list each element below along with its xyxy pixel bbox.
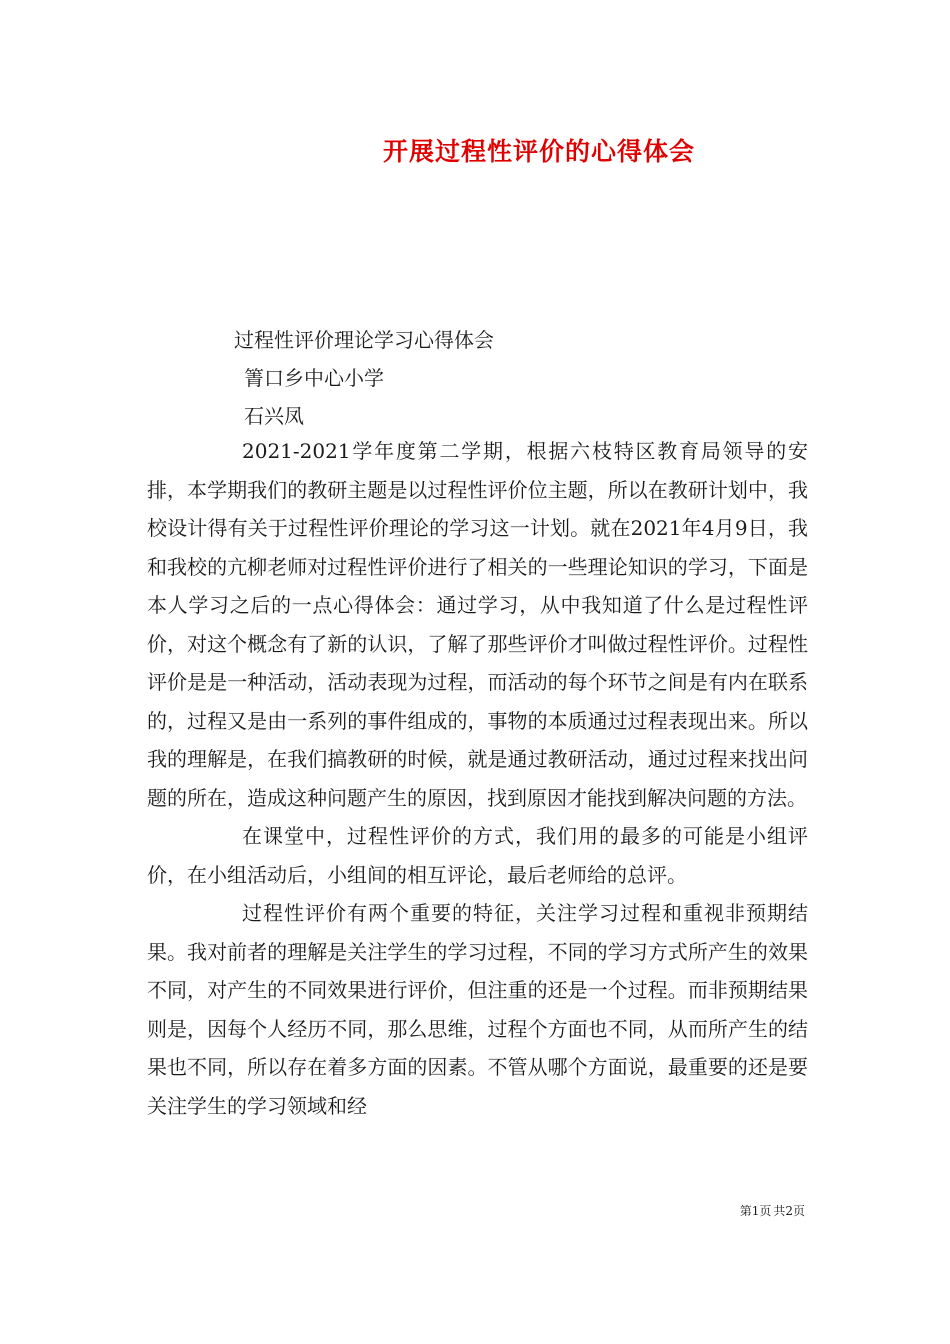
body-paragraph-1: 2021-2021学年度第二学期，根据六枝特区教育局领导的安排，本学期我们的教研主题是以过程性评价位主题，所以在教研计划中，我校设计得有关于过程性评价理论的学习这一计划。就在2021年4月9日，我和我校的亢柳老师对过程性评价进行了相关的一些理论知识的学习，下面是本人学习之后的一点心得体会：通过学习，从中我知道了什么是过程性评价，对这个概念有了新的认识，了解了那些评价才叫做过程性评价。过程性评价是是一种活动，活动表现为过程，而活动的每个环节之间是有内在联系的，过程又是由一系列的事件组成的，事物的本质通过过程表现出来。所以我的理解是，在我们搞教研的时候，就是通过教研活动，通过过程来找出问题的所在，造成这种问题产生的原因，找到原因才能找到解决问题的方法。 xyxy=(147,439,808,810)
page-total: 共2页 xyxy=(773,1204,805,1218)
school-name: 箐口乡中心小学 xyxy=(244,366,384,390)
page-footer xyxy=(740,1202,805,1219)
body-paragraph-2: 在课堂中，过程性评价的方式，我们用的最多的可能是小组评价，在小组活动后，小组间的相互评论，最后老师给的总评。 xyxy=(147,824,808,887)
document-subtitle: 过程性评价理论学习心得体会 xyxy=(234,328,494,352)
document-title: 开展过程性评价的心得体会 xyxy=(382,137,695,166)
page-number: 第1页 xyxy=(739,1204,772,1218)
document-body xyxy=(147,432,808,1125)
body-paragraph-3: 过程性评价有两个重要的特征，关注学习过程和重视非预期结果。我对前者的理解是关注学生的学习过程，不同的学习方式所产生的效果不同，对产生的不同效果进行评价，但注重的还是一个过程。而非预期结果则是，因每个人经历不同，那么思维，过程个方面也不同，从而所产生的结果也不同，所以存在着多方面的因素。不管从哪个方面说，最重要的还是要关注学生的学习领域和经 xyxy=(147,901,808,1118)
author-name: 石兴凤 xyxy=(244,404,304,428)
